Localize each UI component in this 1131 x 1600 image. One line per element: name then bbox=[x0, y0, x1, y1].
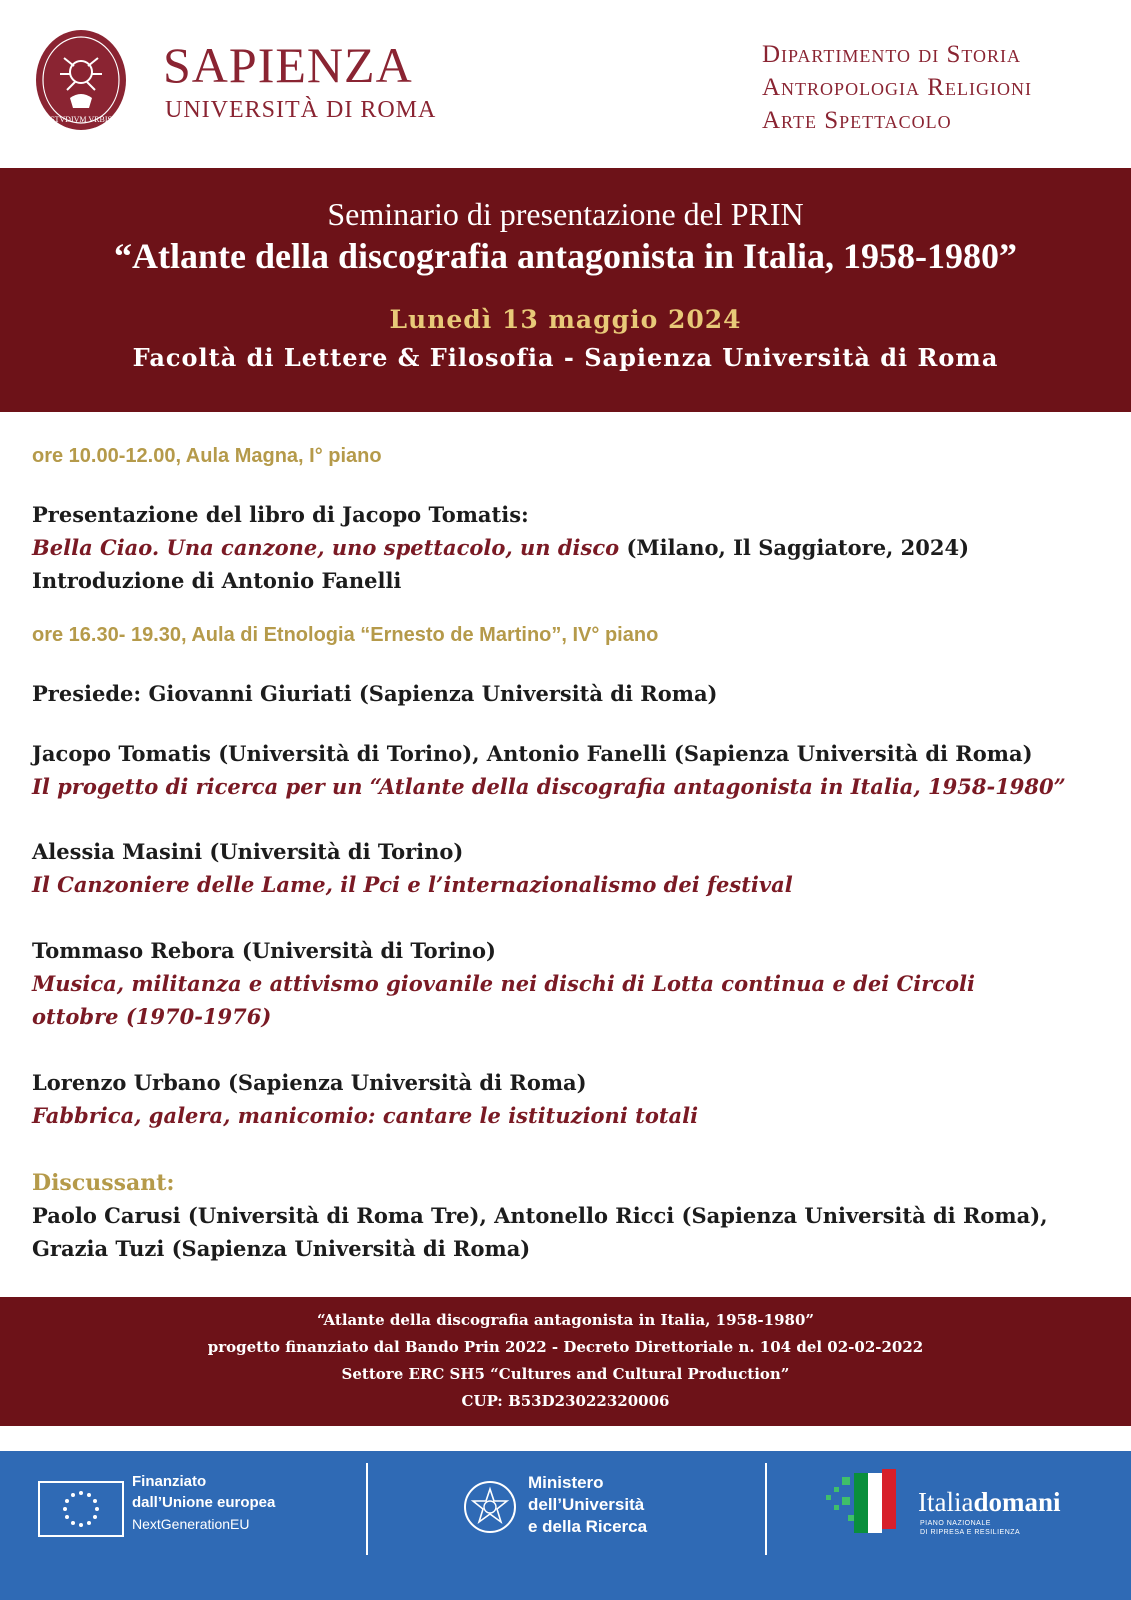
department-line-3: Arte Spettacolo bbox=[762, 107, 952, 134]
talk-4-speakers: Lorenzo Urbano (Sapienza Università di Roma) bbox=[32, 1070, 587, 1095]
funding-cup: CUP: B53D23022320006 bbox=[461, 1392, 670, 1410]
ministry-line-3: e della Ricerca bbox=[528, 1517, 648, 1536]
talk-4-title: Fabbrica, galera, manicomio: cantare le istituzioni totali bbox=[32, 1103, 699, 1128]
talk-3-speakers: Tommaso Rebora (Università di Torino) bbox=[32, 938, 496, 963]
funding-decree: progetto finanziato dal Bando Prin 2022 - Decreto Direttoriale n. 104 del 02-02-2022 bbox=[207, 1338, 924, 1356]
title-banner bbox=[0, 168, 1131, 412]
talk-3-title: Musica, militanza e attivismo giovanile nei dischi di Lotta continua e dei Circoli bbox=[32, 971, 975, 996]
italiadomani-flag-icon bbox=[826, 1467, 910, 1537]
event-venue: Facoltà di Lettere & Filosofia - Sapienza Università di Roma bbox=[132, 343, 999, 372]
department-name bbox=[762, 38, 1032, 137]
ministry-line-2: dell’Università bbox=[528, 1495, 645, 1514]
department-line-2: Antropologia Religioni bbox=[762, 74, 1032, 101]
pnrr-line-1: PIANO NAZIONALE bbox=[920, 1520, 991, 1527]
eu-funded-line-1: Finanziato bbox=[132, 1473, 207, 1490]
funding-banner bbox=[0, 1297, 1131, 1426]
italiadomani-logo bbox=[918, 1487, 1061, 1518]
discussants-line-1: Paolo Carusi (Università di Roma Tre), Antonello Ricci (Sapienza Università di Roma), bbox=[32, 1203, 1048, 1228]
seminar-subtitle: Seminario di presentazione del PRIN bbox=[327, 196, 804, 232]
pnrr-line-2: DI RIPRESA E RESILIENZA bbox=[920, 1529, 1021, 1536]
book-presentation-intro: Presentazione del libro di Jacopo Tomatis: bbox=[32, 502, 529, 527]
discussants-line-2: Grazia Tuzi (Sapienza Università di Roma) bbox=[32, 1236, 531, 1261]
book-introduction: Introduzione di Antonio Fanelli bbox=[32, 568, 402, 593]
sapienza-seal-logo bbox=[34, 28, 128, 132]
funding-project-title: “Atlante della discografia antagonista in Italia, 1958-1980” bbox=[316, 1311, 815, 1329]
book-publisher: (Milano, Il Saggiatore, 2024) bbox=[619, 535, 970, 560]
seal-text: STVDIVM VRBIS bbox=[50, 115, 112, 124]
book-title: Bella Ciao. Una canzone, uno spettacolo, un disco bbox=[32, 535, 620, 560]
chair: Presiede: Giovanni Giuriati (Sapienza Università di Roma) bbox=[32, 681, 718, 706]
eu-funded-line-2: dall’Unione europea bbox=[132, 1494, 276, 1511]
footer-logos bbox=[0, 1451, 1131, 1600]
afternoon-time: ore 16.30- 19.30, Aula di Etnologia “Ernesto de Martino”, IV° piano bbox=[32, 624, 659, 646]
discussant-label: Discussant: bbox=[32, 1170, 175, 1196]
footer-divider bbox=[366, 1463, 368, 1555]
eu-flag-icon bbox=[38, 1481, 124, 1537]
event-date: Lunedì 13 maggio 2024 bbox=[389, 305, 742, 334]
department-line-1: Dipartimento di Storia bbox=[762, 41, 1022, 68]
talk-2-speakers: Alessia Masini (Università di Torino) bbox=[32, 839, 464, 864]
eu-funded-line-3: NextGenerationEU bbox=[132, 1516, 250, 1532]
talk-1-speakers: Jacopo Tomatis (Università di Torino), Antonio Fanelli (Sapienza Università di Roma) bbox=[32, 741, 1033, 766]
italiadomani-logo-b: domani bbox=[973, 1487, 1061, 1517]
university-title: SAPIENZA bbox=[163, 37, 413, 93]
seminar-title: “Atlante della discografia antagonista in Italia, 1958-1980” bbox=[113, 236, 1017, 276]
talk-3-title-cont: ottobre (1970-1976) bbox=[32, 1004, 272, 1029]
footer-divider bbox=[765, 1463, 767, 1555]
morning-time: ore 10.00-12.00, Aula Magna, I° piano bbox=[32, 445, 382, 467]
italiadomani-logo-a: Italia bbox=[918, 1487, 974, 1517]
talk-1-title: Il progetto di ricerca per un “Atlante della discografia antagonista in Italia, 1958-1980” bbox=[32, 774, 1066, 799]
university-subtitle: UNIVERSITÀ DI ROMA bbox=[165, 97, 437, 123]
book-title-line bbox=[32, 535, 969, 560]
header bbox=[0, 0, 1131, 168]
talk-2-title: Il Canzoniere delle Lame, il Pci e l’internazionalismo dei festival bbox=[32, 872, 793, 897]
ministry-line-1: Ministero bbox=[528, 1473, 604, 1492]
funding-erc-sector: Settore ERC SH5 “Cultures and Cultural Production” bbox=[341, 1365, 790, 1383]
republic-emblem-icon bbox=[462, 1477, 518, 1539]
